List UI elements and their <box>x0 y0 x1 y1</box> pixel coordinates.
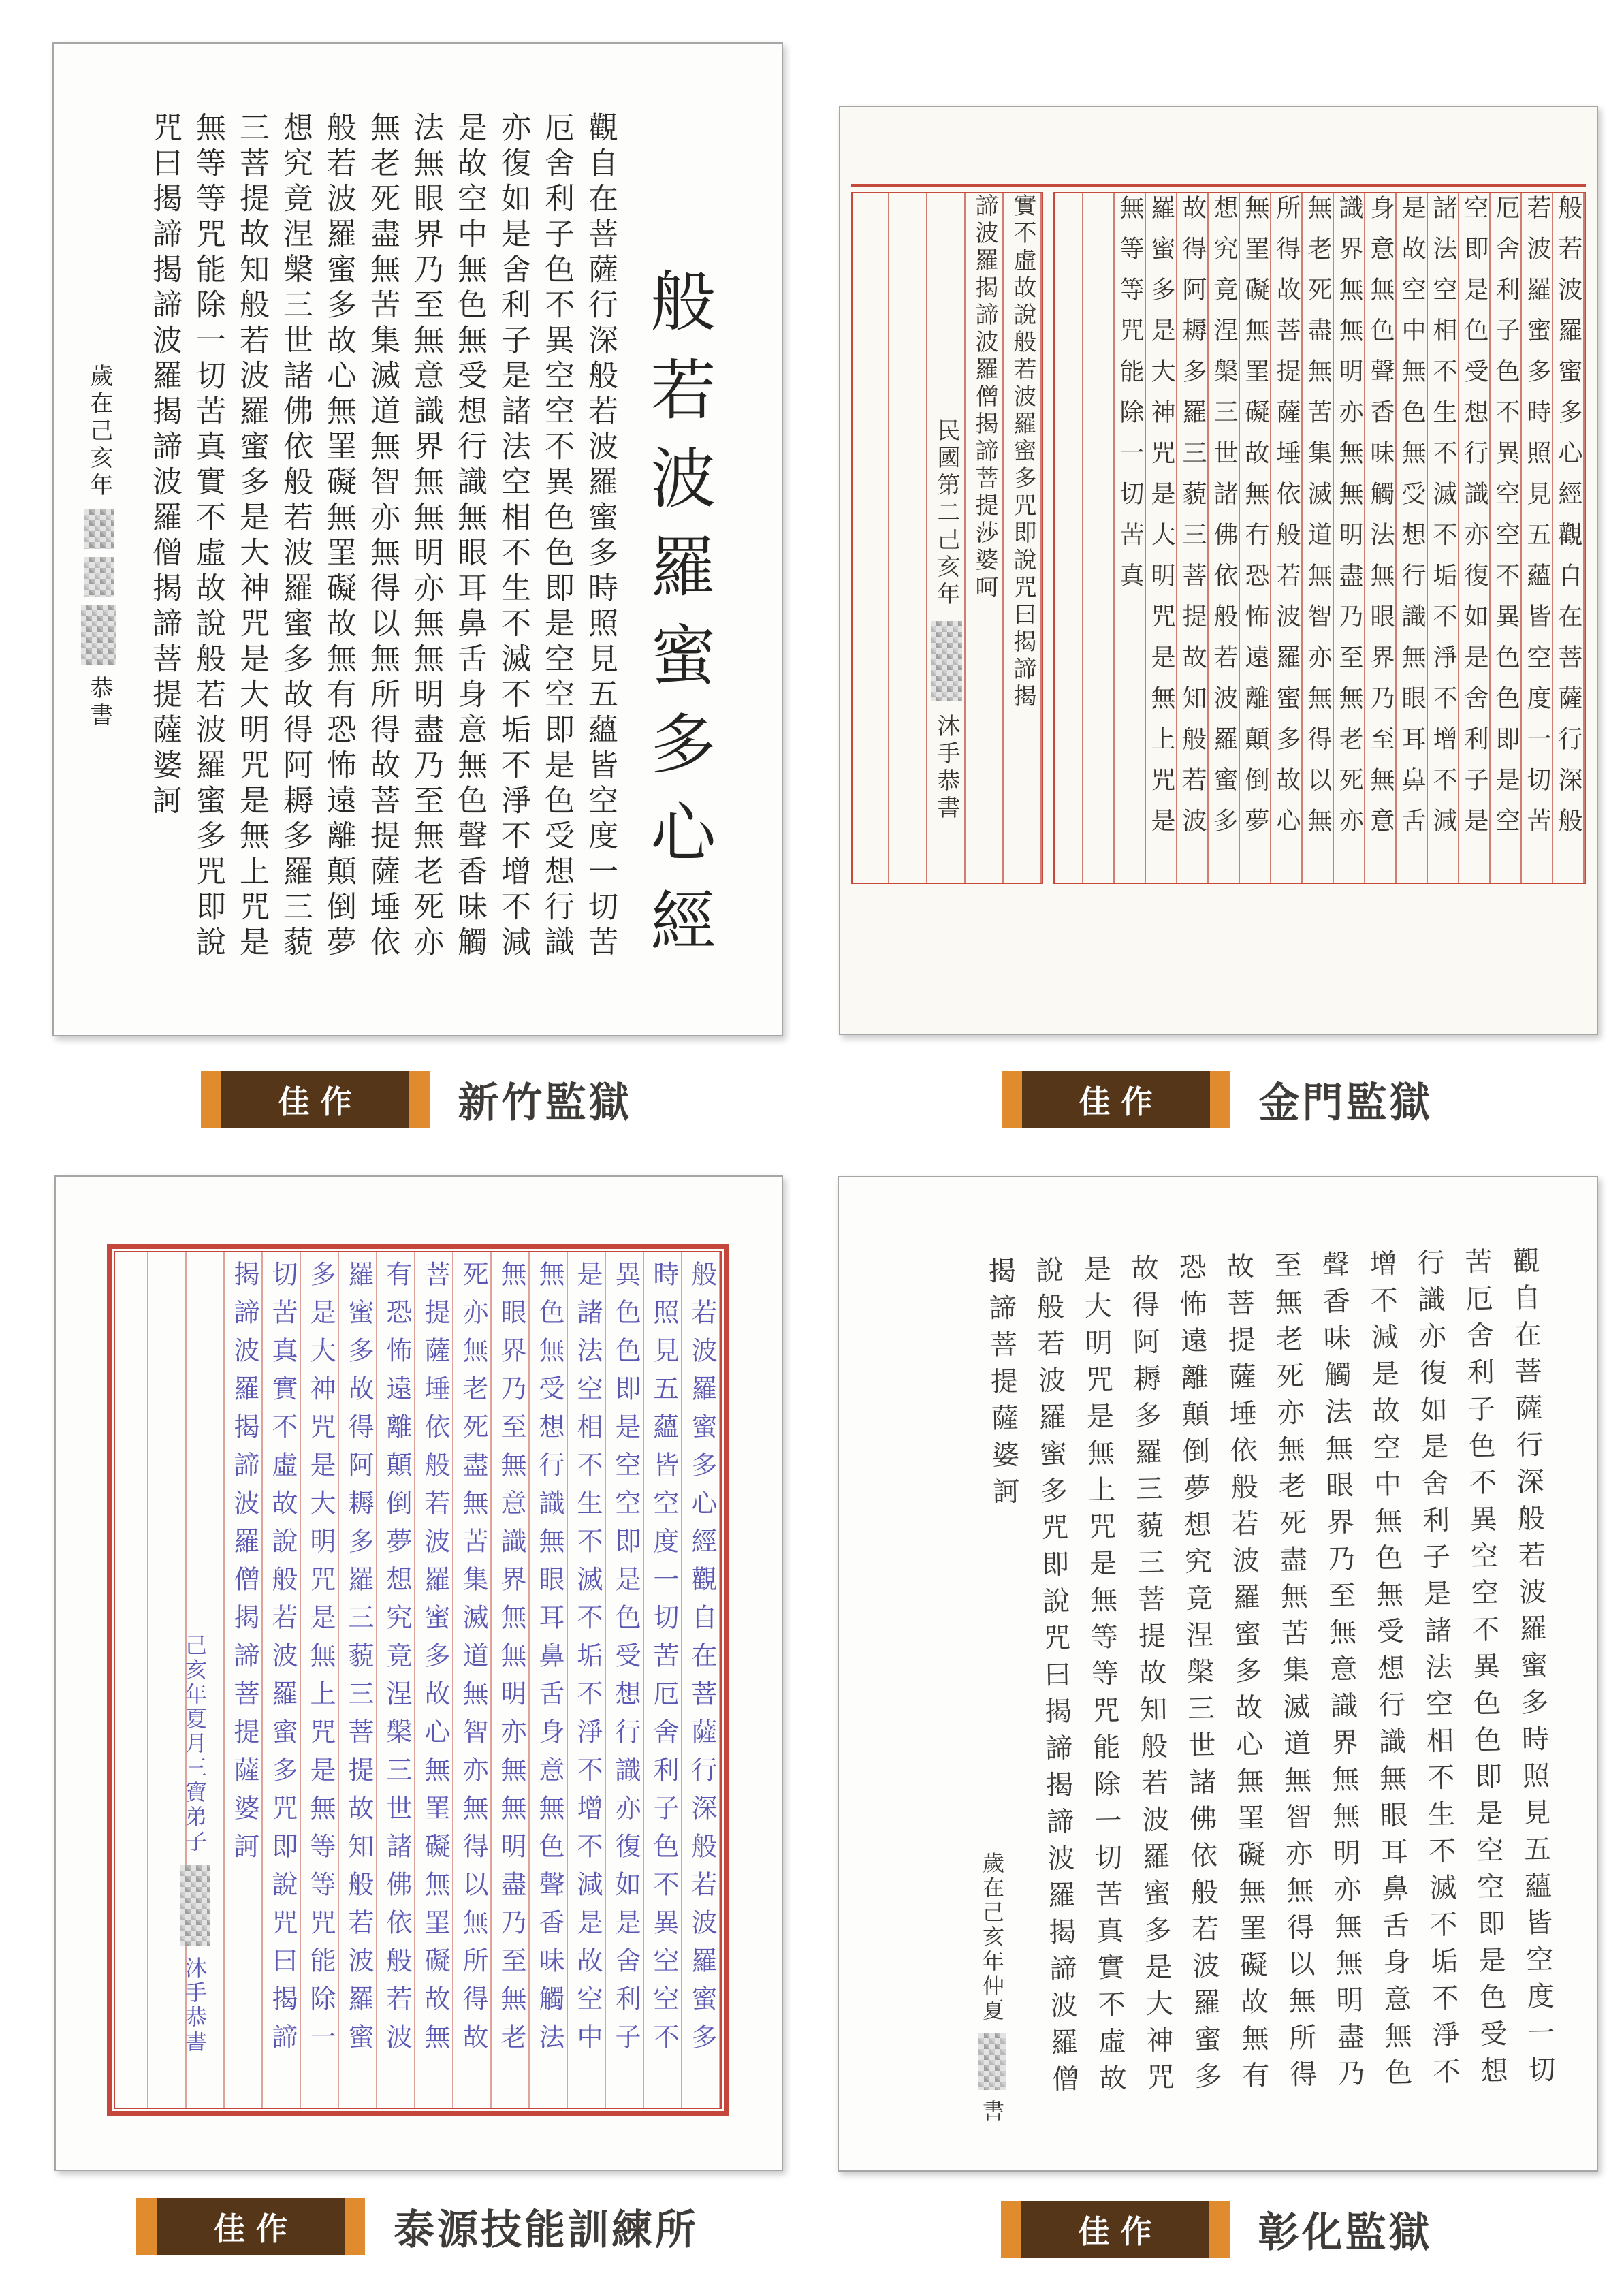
award-badge: 佳作 <box>1001 2201 1230 2258</box>
signature-date: 民國第二己亥年 <box>934 418 959 609</box>
calligraphy-scan-kinmen <box>839 106 1598 1035</box>
signature-date: 歲在己亥年 <box>86 364 112 500</box>
institution-label: 金門監獄 <box>1258 1080 1433 1126</box>
signature-column <box>176 1634 214 2083</box>
calligraphy-scan-changhua <box>838 1176 1598 2172</box>
award-badge: 佳作 <box>1002 1071 1230 1128</box>
signature-column <box>81 364 116 990</box>
censored-name-mosaic <box>84 557 114 597</box>
ruled-manuscript-grid <box>851 184 1586 895</box>
signature-suffix: 沐手恭書 <box>934 714 959 823</box>
caption-hsinchu <box>52 1071 780 1128</box>
censored-name-mosaic <box>180 1865 210 1946</box>
signature-suffix: 沐手恭書 <box>182 1956 207 2055</box>
sutra-title-column: 般若波羅蜜多心經 <box>641 267 714 975</box>
institution-label: 泰源技能訓練所 <box>394 2207 699 2253</box>
censored-name-mosaic <box>931 621 962 701</box>
censored-name-mosaic <box>84 509 114 549</box>
censored-name-mosaic <box>978 2033 1006 2090</box>
red-outer-frame <box>107 1244 729 2116</box>
sutra-body-text: 般若波羅蜜多心經觀自在菩薩行深般若波羅蜜多時照見五蘊皆空度一切苦厄舍利子色不異空空不異色色即是空空即是色受想行識亦復如是舍利子是諸法空相不生不滅不垢不淨不增不減是故空中無色無受想行識無眼耳鼻舌身意無色聲香味觸法無眼界乃至無意識界無無明亦無無明盡乃至無老死亦無老死盡無苦集滅道無智亦無得以無所得故菩提薩埵依般若波羅蜜多故心無罣礙無罣礙故無有恐怖遠離顛倒夢想究竟涅槃三世諸佛依般若波羅蜜多故得阿耨多羅三藐三菩提故知般若波羅蜜多是大神咒是大明咒是無上咒是無等等咒能除一切苦真實不虛故說般若波羅蜜多咒即說咒曰揭諦揭諦波羅揭諦波羅僧揭諦菩提薩婆訶 <box>229 1260 716 2061</box>
calligraphy-scan-taiyuan <box>54 1175 783 2171</box>
signature-date: 歲在己亥年仲夏 <box>980 1852 1004 2023</box>
signature-suffix: 書 <box>980 2099 1004 2124</box>
caption-kinmen <box>839 1071 1595 1128</box>
signature-suffix: 恭書 <box>86 676 112 730</box>
left-ruled-block <box>851 192 1043 884</box>
caption-taiyuan <box>54 2198 780 2255</box>
institution-label: 新竹監獄 <box>458 1080 633 1126</box>
red-inner-frame <box>114 1251 722 2109</box>
sutra-body-text: 觀自在菩薩行深般若波羅蜜多時照見五蘊皆空度一切苦厄舍利子色不異空空不異色色即是空空即是色受想行識亦復如是舍利子是諸法空相不生不滅不垢不淨不增不減是故空中無色無受想行識無眼耳鼻舌身意無色聲香味觸法無眼界乃至無意識界無無明亦無無明盡乃至無老死亦無老死盡無苦集滅道無智亦無得以無所得故菩提薩埵依般若波羅蜜多故心無罣礙無罣礙故無有恐怖遠離顛倒夢想究竟涅槃三世諸佛依般若波羅蜜多故得阿耨多羅三藐三菩提故知般若波羅蜜多是大神咒是大明咒是無上咒是無等等咒能除一切苦真實不虛故說般若波羅蜜多咒即說咒曰揭諦揭諦波羅揭諦波羅僧揭諦菩提薩婆訶 <box>148 112 617 962</box>
mantra-column: 諦波羅揭諦波羅僧揭諦菩提莎婆呵 <box>972 193 998 602</box>
mantra-column: 實不虛故說般若波羅蜜多咒即說咒曰揭諦揭 <box>1010 193 1036 711</box>
signature-column <box>975 1852 1009 2144</box>
institution-label: 彰化監獄 <box>1258 2210 1433 2255</box>
sutra-body-text: 觀自在菩薩行深般若波羅蜜多時照見五蘊皆空度一切苦厄舍利子色不異空空不異色色即是空空即是色受想行識亦復如是舍利子是諸法空相不生不滅不垢不淨不增不減是故空中無色無受想行識無眼耳鼻舌身意無色聲香味觸法無眼界乃至無意識界無無明亦無無明盡乃至無老死亦無老死盡無苦集滅道無智亦無得以無所得故菩提薩埵依般若波羅蜜多故心無罣礙無罣礙故無有恐怖遠離顛倒夢想究竟涅槃三世諸佛依般若波羅蜜多故得阿耨多羅三藐三菩提故知般若波羅蜜多是大神咒是大明咒是無上咒是無等等咒能除一切苦真實不虛故說般若波羅蜜多咒即說咒曰揭諦揭諦波羅揭諦波羅僧揭諦菩提薩婆訶 <box>984 1246 1556 2102</box>
censored-name-mosaic <box>81 605 116 665</box>
caption-changhua <box>838 2201 1595 2258</box>
calligraphy-scan-hsinchu <box>52 42 783 1036</box>
award-badge: 佳作 <box>201 1071 430 1128</box>
sutra-body-text: 般若波羅蜜多心經觀自在菩薩行深般若波羅蜜多時照見五蘊皆空度一切苦厄舍利子色不異空空不異色色即是空空即是色受想行識亦復如是舍利子是諸法空相不生不滅不垢不淨不增不減是故空中無色無受想行識無眼耳鼻舌身意無色聲香味觸法無眼界乃至無意識界無無明亦無無明盡乃至無老死亦無老死盡無苦集滅道無智亦無得以無所得故菩提薩埵依般若波羅蜜多故心無罣礙無罣礙故無有恐怖遠離顛倒夢想究竟涅槃三世諸佛依般若波羅蜜多故得阿耨多羅三藐三菩提故知般若波羅蜜多是大神咒是大明咒是無上咒是無等等咒能除一切苦真 <box>1117 195 1583 848</box>
main-ruled-block <box>1053 192 1586 884</box>
signature-date: 己亥年夏月三寶弟子 <box>182 1634 207 1854</box>
award-badge: 佳作 <box>136 2198 365 2255</box>
signature-column <box>927 193 966 883</box>
